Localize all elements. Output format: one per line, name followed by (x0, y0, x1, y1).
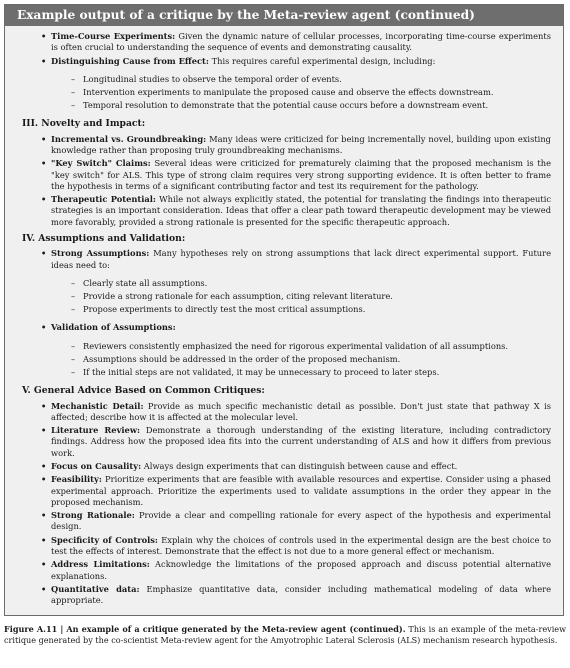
bullet-icon: • (41, 583, 47, 594)
box-body (5, 26, 563, 607)
sub-list-item: – Provide a strong rationale for each assumption, citing relevant literature. (71, 291, 393, 302)
list-item: • Distinguishing Cause from Effect: This requires careful experimental design, including: (41, 55, 436, 66)
box-title: Example output of a critique by the Meta-review agent (continued) (5, 5, 563, 26)
list-item: • Therapeutic Potential: While not always explicitly stated, the potential for translating the findings into therapeutic strategies is an important consideration. Ideas that offer a clear path toward therapeutic development may be viewed more favorably, provided a strong rationale is presented for the specific therapeutic approach. (41, 194, 551, 227)
list-item: • Focus on Causality: Always design experiments that can distinguish between cause and effect. (41, 460, 458, 471)
sub-list (17, 74, 551, 111)
bullet-icon: • (41, 425, 47, 436)
bullet-icon: • (41, 510, 47, 521)
caption-text: This is an example of the meta-review critique generated by the co-scientist Meta-review agent for the Amyotrophic Lateral Sclerosis (ALS) mechanism research hypothesis. (4, 624, 566, 645)
list-item: • Address Limitations: Acknowledge the limitations of the proposed approach and discuss potential alternative explanations. (41, 559, 551, 581)
caption-label: Figure A.11 | An example of a critique generated by the Meta-review agent (continued). (4, 624, 406, 634)
critique-box (4, 4, 564, 616)
bullet-icon: • (41, 31, 47, 41)
bullet-icon: • (41, 194, 47, 205)
sub-list (17, 341, 551, 378)
list-item: • "Key Switch" Claims: Several ideas were criticized for prematurely claiming that the proposed mechanism is the "key switch" for ALS. This type of strong claim requires very strong supporting evidence. It is often better to frame the hypothesis in terms of a significant contributing factor and test its requirement for the pathology. (41, 158, 551, 191)
list-item: • Literature Review: Demonstrate a thorough understanding of the existing literature, including contradictory findings. Address how the proposed idea fits into the current understanding of ALS and how it differs from previous work. (41, 425, 551, 458)
list-item: • Time-Course Experiments: Given the dynamic nature of cellular processes, incorporating time-course experiments is often crucial to understanding the sequence of events and demonstrating causality. (41, 31, 551, 53)
dash-icon: – (71, 291, 76, 302)
bullet-icon: • (41, 534, 47, 545)
section-title: V. General Advice Based on Common Critiques: (22, 385, 265, 397)
bullet-icon: • (41, 474, 47, 485)
bullet-icon: • (41, 322, 47, 333)
bullet-icon: • (41, 460, 47, 471)
sub-list-item: – Propose experiments to directly test the most critical assumptions. (71, 304, 366, 315)
bullet-icon: • (41, 158, 47, 169)
figure-caption (4, 624, 566, 646)
list-item: • Feasibility: Prioritize experiments that are feasible with available resources and expertise. Consider using a phased experimental approach. Prioritize the experiments used to validate assumptions in the order they appear in the proposed mechanism. (41, 474, 551, 507)
list-item: • Specificity of Controls: Explain why the choices of controls used in the experimental design are the best choice to test the effects of interest. Demonstrate that the effect is not due to a more general effect or mechanism. (41, 534, 551, 557)
sub-list-item: – Clearly state all assumptions. (71, 277, 208, 288)
dash-icon: – (71, 73, 76, 84)
sub-list-item: – If the initial steps are not validated, it may be unnecessary to proceed to later steps. (71, 366, 440, 377)
dash-icon: – (71, 366, 76, 377)
sub-list-item: – Assumptions should be addressed in the order of the proposed mechanism. (71, 353, 401, 364)
bullet-icon: • (41, 400, 47, 411)
section-title: III. Novelty and Impact: (22, 118, 146, 130)
section-title: IV. Assumptions and Validation: (22, 233, 186, 245)
sub-list (17, 278, 551, 315)
sub-list-item: – Intervention experiments to manipulate the proposed cause and observe the effects downstream. (71, 86, 494, 97)
dash-icon: – (71, 277, 76, 288)
dash-icon: – (71, 100, 76, 111)
list-item: • Validation of Assumptions: (41, 322, 176, 333)
dash-icon: – (71, 304, 76, 315)
list-item: • Incremental vs. Groundbreaking: Many ideas were criticized for being incrementally novel, building upon existing knowledge rather than proposing truly groundbreaking mechanisms. (41, 133, 551, 155)
list-item: • Strong Rationale: Provide a clear and compelling rationale for every aspect of the hypothesis and experimental design. (41, 510, 551, 532)
dash-icon: – (71, 353, 76, 364)
dash-icon: – (71, 340, 76, 351)
bullet-icon: • (41, 248, 47, 259)
list-item: • Quantitative data: Emphasize quantitative data, consider including mathematical modeling of data where appropriate. (41, 583, 551, 606)
dash-icon: – (71, 86, 76, 97)
list-item: • Strong Assumptions: Many hypotheses rely on strong assumptions that lack direct experimental support. Future ideas need to: (41, 248, 551, 270)
list-item: • Mechanistic Detail: Provide as much specific mechanistic detail as possible. Don't just state that pathway X is affected; describe how it is affected at the molecular level. (41, 400, 551, 422)
sub-list-item: – Temporal resolution to demonstrate that the potential cause occurs before a downstream event. (71, 100, 489, 111)
bullet-icon: • (41, 133, 47, 144)
sub-list-item: – Longitudinal studies to observe the temporal order of events. (71, 73, 342, 84)
bullet-icon: • (41, 559, 47, 570)
sub-list-item: – Reviewers consistently emphasized the need for rigorous experimental validation of all assumptions. (71, 340, 509, 351)
bullet-icon: • (41, 55, 47, 66)
